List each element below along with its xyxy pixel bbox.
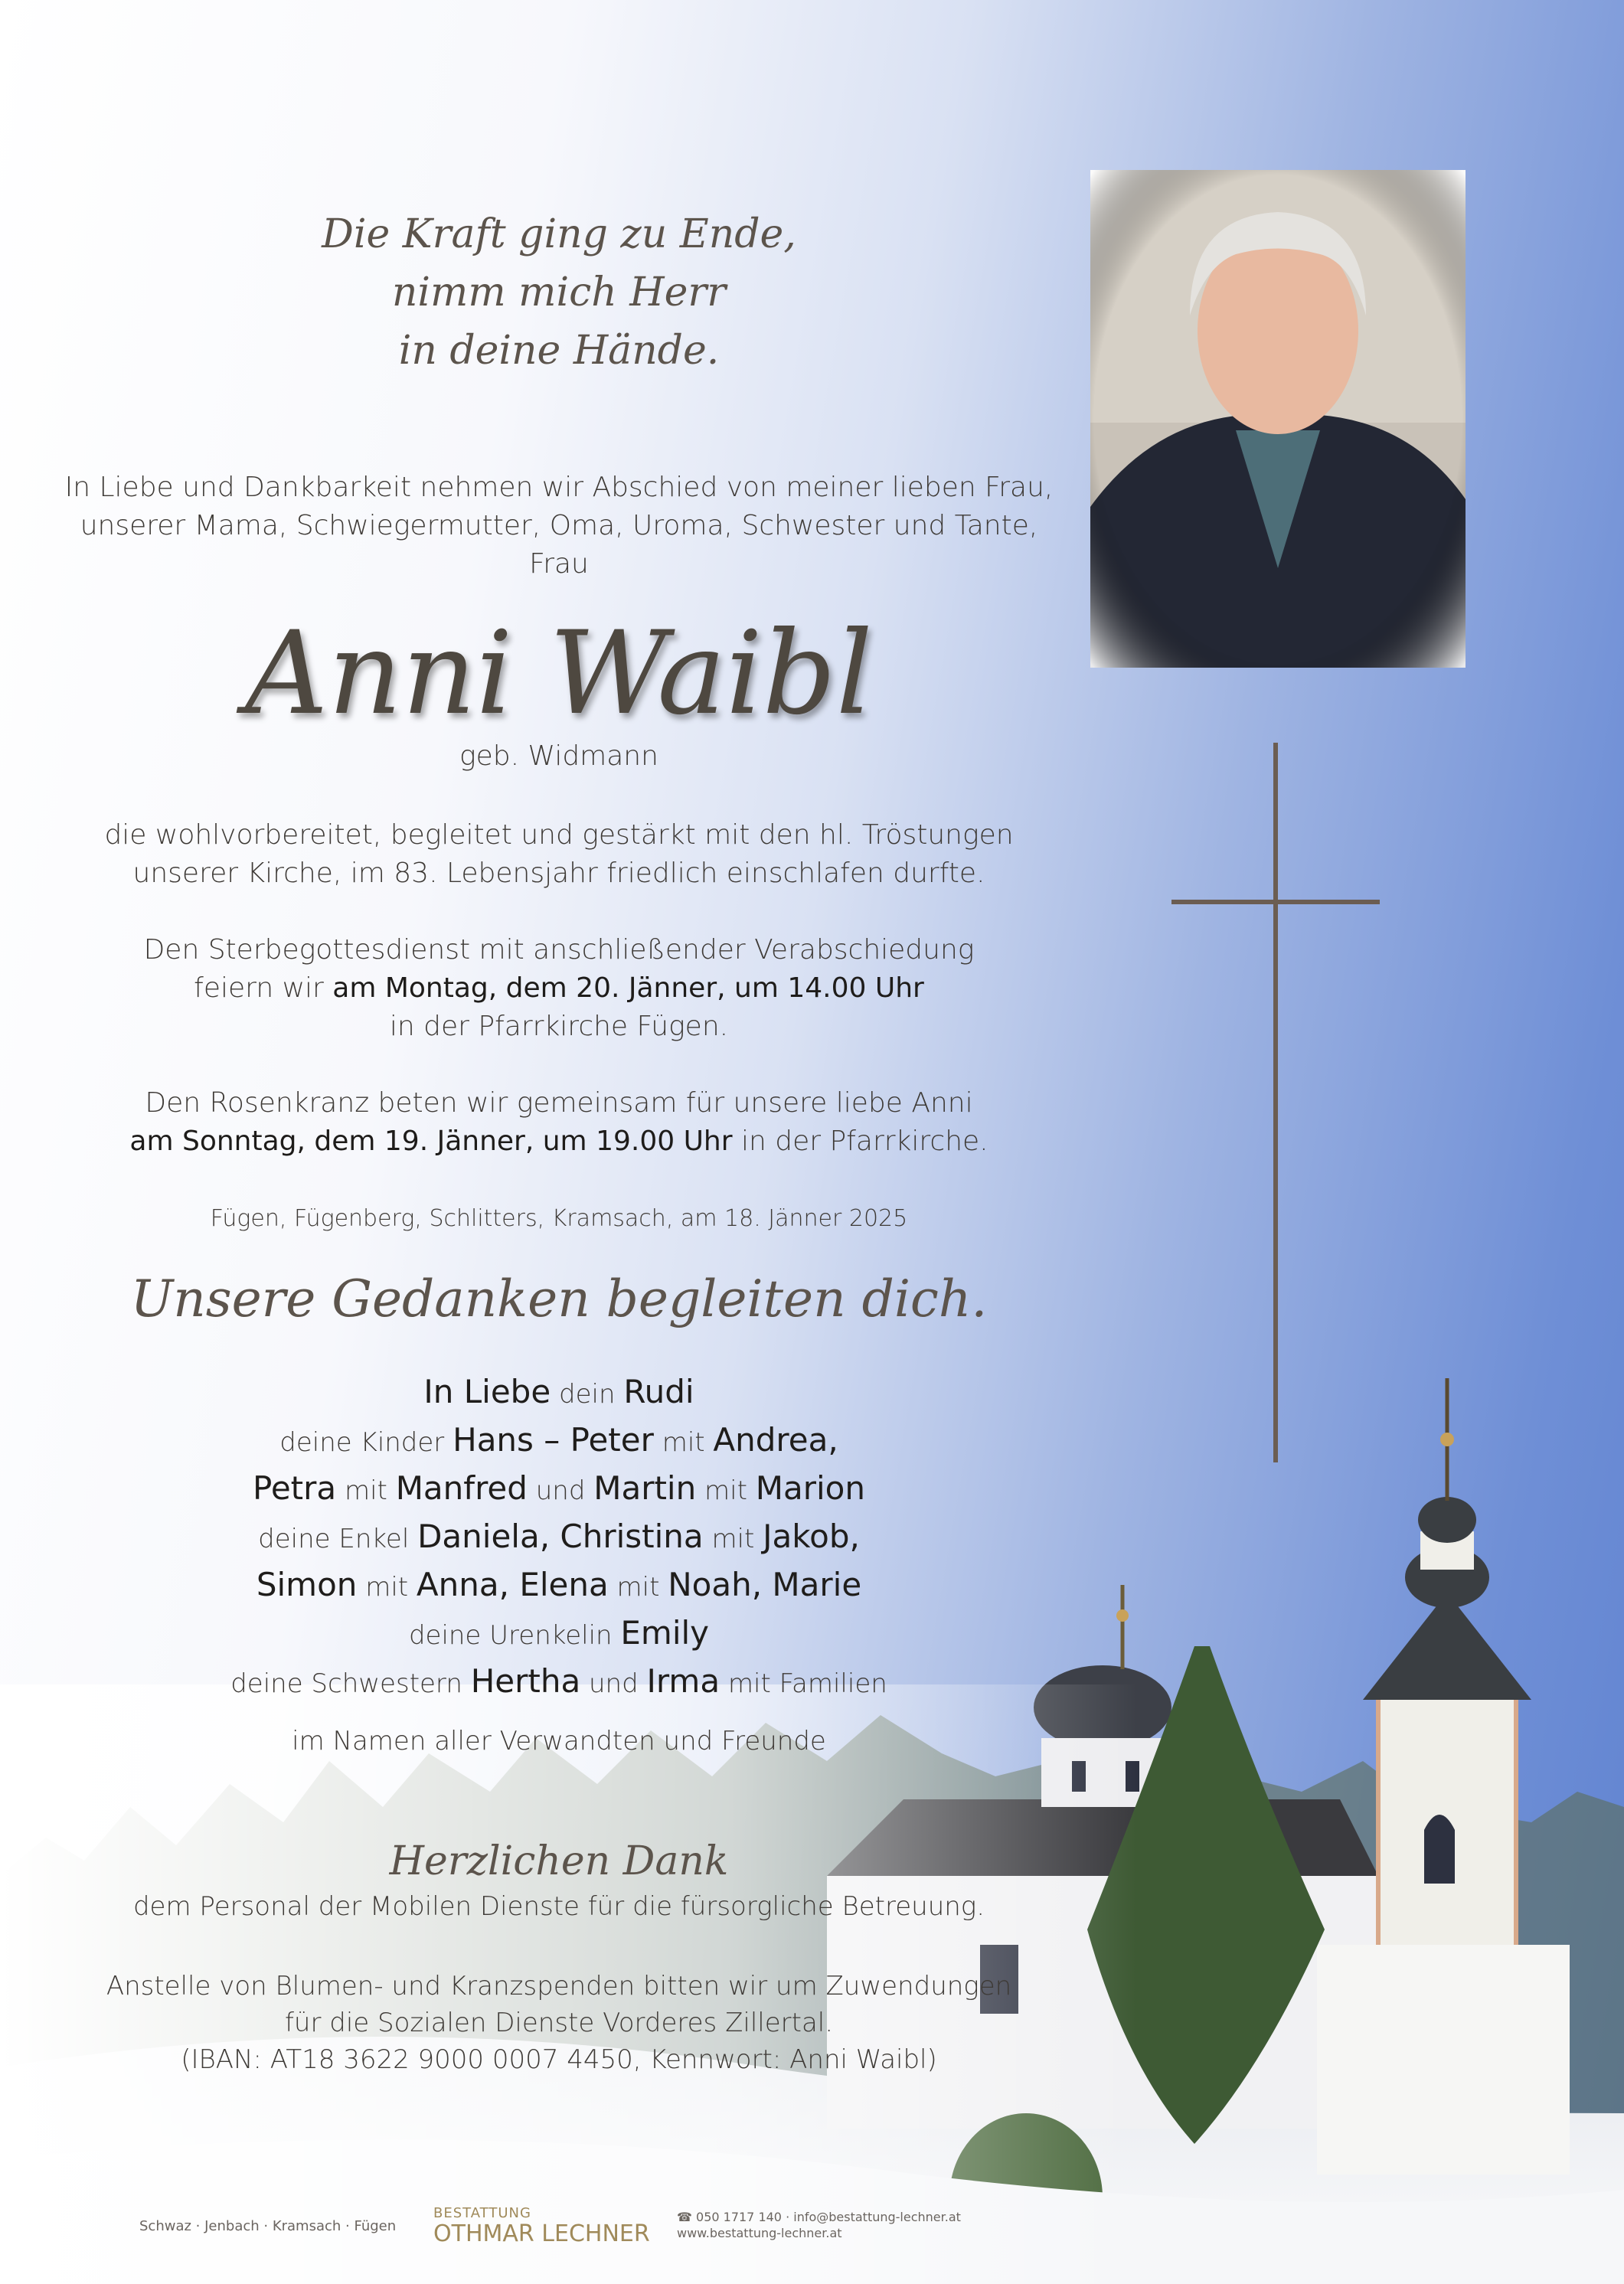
family-relation-text: mit — [653, 1427, 714, 1458]
footer-towns: Schwaz · Jenbach · Kramsach · Fügen — [139, 2218, 397, 2234]
family-line — [61, 1514, 1057, 1562]
family-line — [61, 1610, 1057, 1658]
family-relation-text: mit — [357, 1572, 417, 1603]
footer-website[interactable]: www.bestattung-lechner.at — [677, 2226, 842, 2240]
family-relation-text: und — [527, 1475, 594, 1506]
motto-line: nimm mich Herr — [391, 270, 727, 315]
motto-verse — [61, 205, 1057, 380]
paragraph-line: Den Sterbegottesdienst mit anschließender Verabschiedung — [143, 934, 975, 966]
intro-line: unserer Mama, Schwiegermutter, Oma, Uroma, Schwester und Tante, — [80, 510, 1038, 541]
family-relation-text: deine Enkel — [258, 1524, 418, 1554]
family-member-name: Marion — [755, 1469, 865, 1507]
rosary-date: am Sonntag, dem 19. Jänner, um 19.00 Uhr — [129, 1126, 733, 1157]
intro-text — [61, 469, 1057, 583]
thanks-heading: Herzlichen Dank — [389, 1838, 729, 1884]
thoughts-heading: Unsere Gedanken begleiten dich. — [130, 1269, 988, 1328]
portrait-photo — [1090, 170, 1466, 668]
family-member-name: In Liebe — [423, 1373, 551, 1410]
family-relation-text: mit — [696, 1475, 756, 1506]
family-relation-text: mit — [336, 1475, 396, 1506]
motto-line: in deine Hände. — [398, 328, 720, 374]
paragraph-line: Den Rosenkranz beten wir gemeinsam für unsere liebe Anni — [145, 1087, 973, 1119]
family-relation-text: mit — [703, 1524, 763, 1554]
family-list — [61, 1369, 1057, 1707]
intro-line: Frau — [529, 548, 589, 580]
family-relation-text: und — [580, 1668, 647, 1699]
family-member-name: Noah, Marie — [668, 1566, 862, 1603]
family-relation-text: deine Urenkelin — [408, 1620, 621, 1651]
funeral-home-logo-name: OTHMAR LECHNER — [433, 2220, 650, 2247]
family-member-name: Hans – Peter — [453, 1421, 654, 1459]
paragraph-line — [61, 1122, 1057, 1161]
paragraph-line — [61, 969, 1057, 1008]
family-member-name: Irma — [646, 1662, 721, 1700]
family-member-name: Rudi — [623, 1373, 694, 1410]
family-line — [61, 1658, 1057, 1707]
birth-name: geb. Widmann — [459, 740, 658, 772]
family-line — [61, 1562, 1057, 1610]
family-line — [61, 1465, 1057, 1514]
donation-line: Anstelle von Blumen- und Kranzspenden bitten wir um Zuwendungen — [106, 1971, 1012, 2001]
motto-line: Die Kraft ging zu Ende, — [322, 211, 796, 257]
paragraph-line: unserer Kirche, im 83. Lebensjahr friedlich einschlafen durfte. — [132, 858, 985, 889]
donation-line: für die Sozialen Dienste Vorderes Zillertal. — [284, 2008, 834, 2038]
paragraph-line: die wohlvorbereitet, begleitet und gestärkt mit den hl. Tröstungen — [104, 819, 1014, 851]
footer-contact: ☎ 050 1717 140 · info@bestattung-lechner.at — [677, 2210, 961, 2224]
rosary-paragraph — [61, 1084, 1057, 1161]
family-member-name: Andrea, — [713, 1421, 838, 1459]
paragraph-text: in der Pfarrkirche. — [732, 1126, 988, 1157]
family-member-name: Jakob, — [763, 1518, 860, 1555]
passing-paragraph — [61, 816, 1057, 893]
family-member-name: Emily — [620, 1614, 710, 1652]
deceased-name: Anni Waibl — [245, 607, 873, 740]
family-member-name: Manfred — [395, 1469, 528, 1507]
family-member-name: Anna, Elena — [416, 1566, 609, 1603]
intro-line: In Liebe und Dankbarkeit nehmen wir Abschied von meiner lieben Frau, — [64, 472, 1054, 503]
paragraph-line: in der Pfarrkirche Fügen. — [389, 1011, 729, 1042]
family-relation-text: deine Schwestern — [230, 1668, 471, 1699]
place-and-date: Fügen, Fügenberg, Schlitters, Kramsach, am 18. Jänner 2025 — [210, 1205, 908, 1232]
family-member-name: Hertha — [470, 1662, 581, 1700]
family-line — [61, 1369, 1057, 1417]
paragraph-text: feiern wir — [194, 972, 333, 1004]
donation-request — [61, 1968, 1057, 2078]
funeral-home-logo-top: BESTATTUNG — [433, 2205, 531, 2221]
cross-icon — [1171, 743, 1386, 1462]
family-member-name: Petra — [253, 1469, 337, 1507]
family-member-name: Simon — [256, 1566, 358, 1603]
relatives-line: im Namen aller Verwandten und Freunde — [292, 1726, 826, 1756]
thanks-text: dem Personal der Mobilen Dienste für die fürsorgliche Betreuung. — [132, 1891, 985, 1922]
family-relation-text: dein — [551, 1379, 624, 1410]
donation-line: (IBAN: AT18 3622 9000 0007 4450, Kennwort: Anni Waibl) — [181, 2044, 937, 2075]
family-line — [61, 1417, 1057, 1465]
family-member-name: Martin — [593, 1469, 697, 1507]
family-relation-text: deine Kinder — [279, 1427, 453, 1458]
service-date: am Montag, dem 20. Jänner, um 14.00 Uhr — [332, 972, 924, 1004]
family-member-name: Daniela, Christina — [417, 1518, 704, 1555]
family-relation-text: mit Familien — [720, 1668, 887, 1699]
funeral-service-paragraph — [61, 931, 1057, 1046]
family-relation-text: mit — [608, 1572, 668, 1603]
